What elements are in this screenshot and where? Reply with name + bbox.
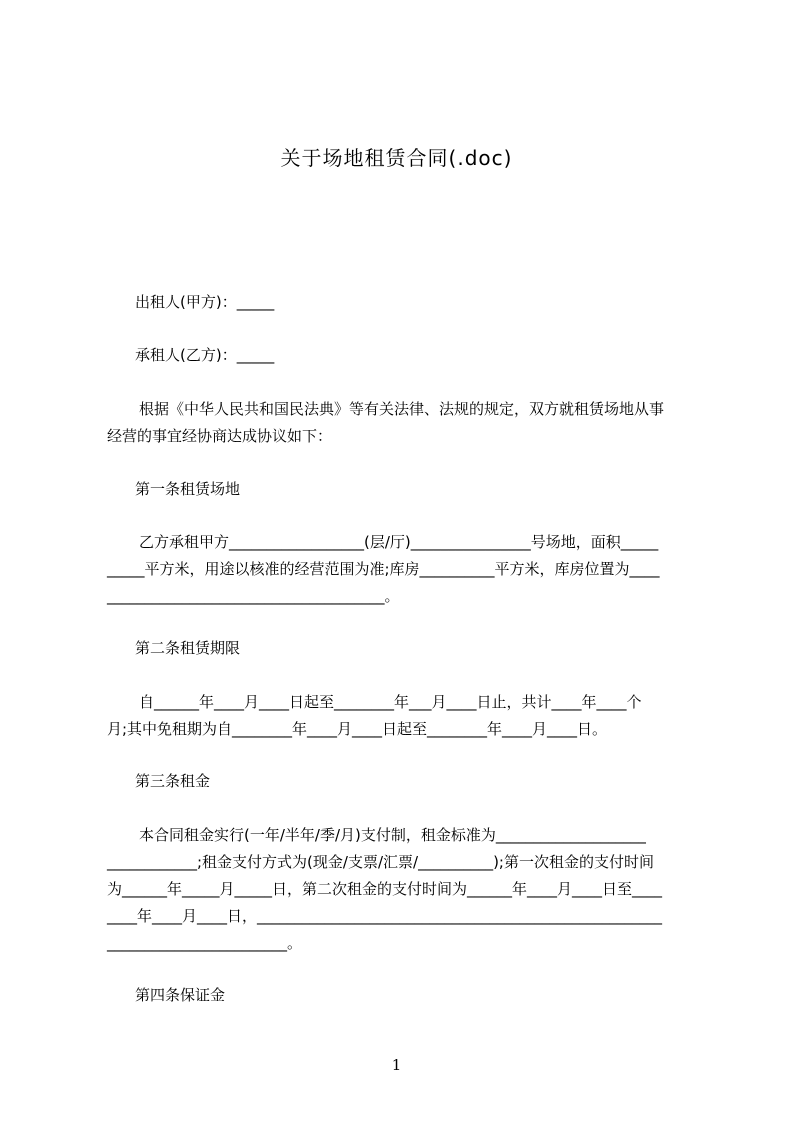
article-3-line-1: 本合同租金实行(一年/半年/季/月)支付制，租金标准为____________________ xyxy=(139,826,646,844)
article-1-line-1: 乙方承租甲方__________________(层/厅)________________号场地，面积_____ xyxy=(139,533,659,551)
article-3-line-5: ________________________。 xyxy=(107,934,303,952)
lessor-line: 出租人(甲方)：_____ xyxy=(135,293,275,311)
document-title: 关于场地租赁合同(.doc) xyxy=(280,146,513,170)
article-3-heading: 第三条租金 xyxy=(135,772,211,790)
article-2-line-2: 月;其中免租期为自________年____月____日起至________年____月____日。 xyxy=(107,720,608,738)
article-3-line-2: ____________;租金支付方式为(现金/支票/汇票/__________);第一次租金的支付时间 xyxy=(107,853,654,871)
page-number: 1 xyxy=(391,1056,402,1074)
preamble-line-1: 根据《中华人民共和国民法典》等有关法律、法规的规定，双方就租赁场地从事 xyxy=(139,400,665,418)
article-1-heading: 第一条租赁场地 xyxy=(135,480,241,498)
lessee-line: 承租人(乙方)：_____ xyxy=(135,346,275,364)
article-1-line-3: _____________________________________。 xyxy=(107,587,400,605)
preamble-line-2: 经营的事宜经协商达成协议如下： xyxy=(107,427,333,445)
article-3-line-4: ____年____月____日，______________________________________________________ xyxy=(107,907,663,925)
article-2-heading: 第二条租赁期限 xyxy=(135,639,241,657)
article-3-line-3: 为______年_____月_____日，第二次租金的支付时间为______年____月____日至____ xyxy=(107,880,663,898)
article-2-line-1: 自______年____月____日起至________年___月____日止，共计____年____个 xyxy=(139,693,642,711)
article-4-heading: 第四条保证金 xyxy=(135,986,226,1004)
article-1-line-2: _____平方米，用途以核准的经营范围为准;库房__________平方米，库房位置为____ xyxy=(107,560,660,578)
